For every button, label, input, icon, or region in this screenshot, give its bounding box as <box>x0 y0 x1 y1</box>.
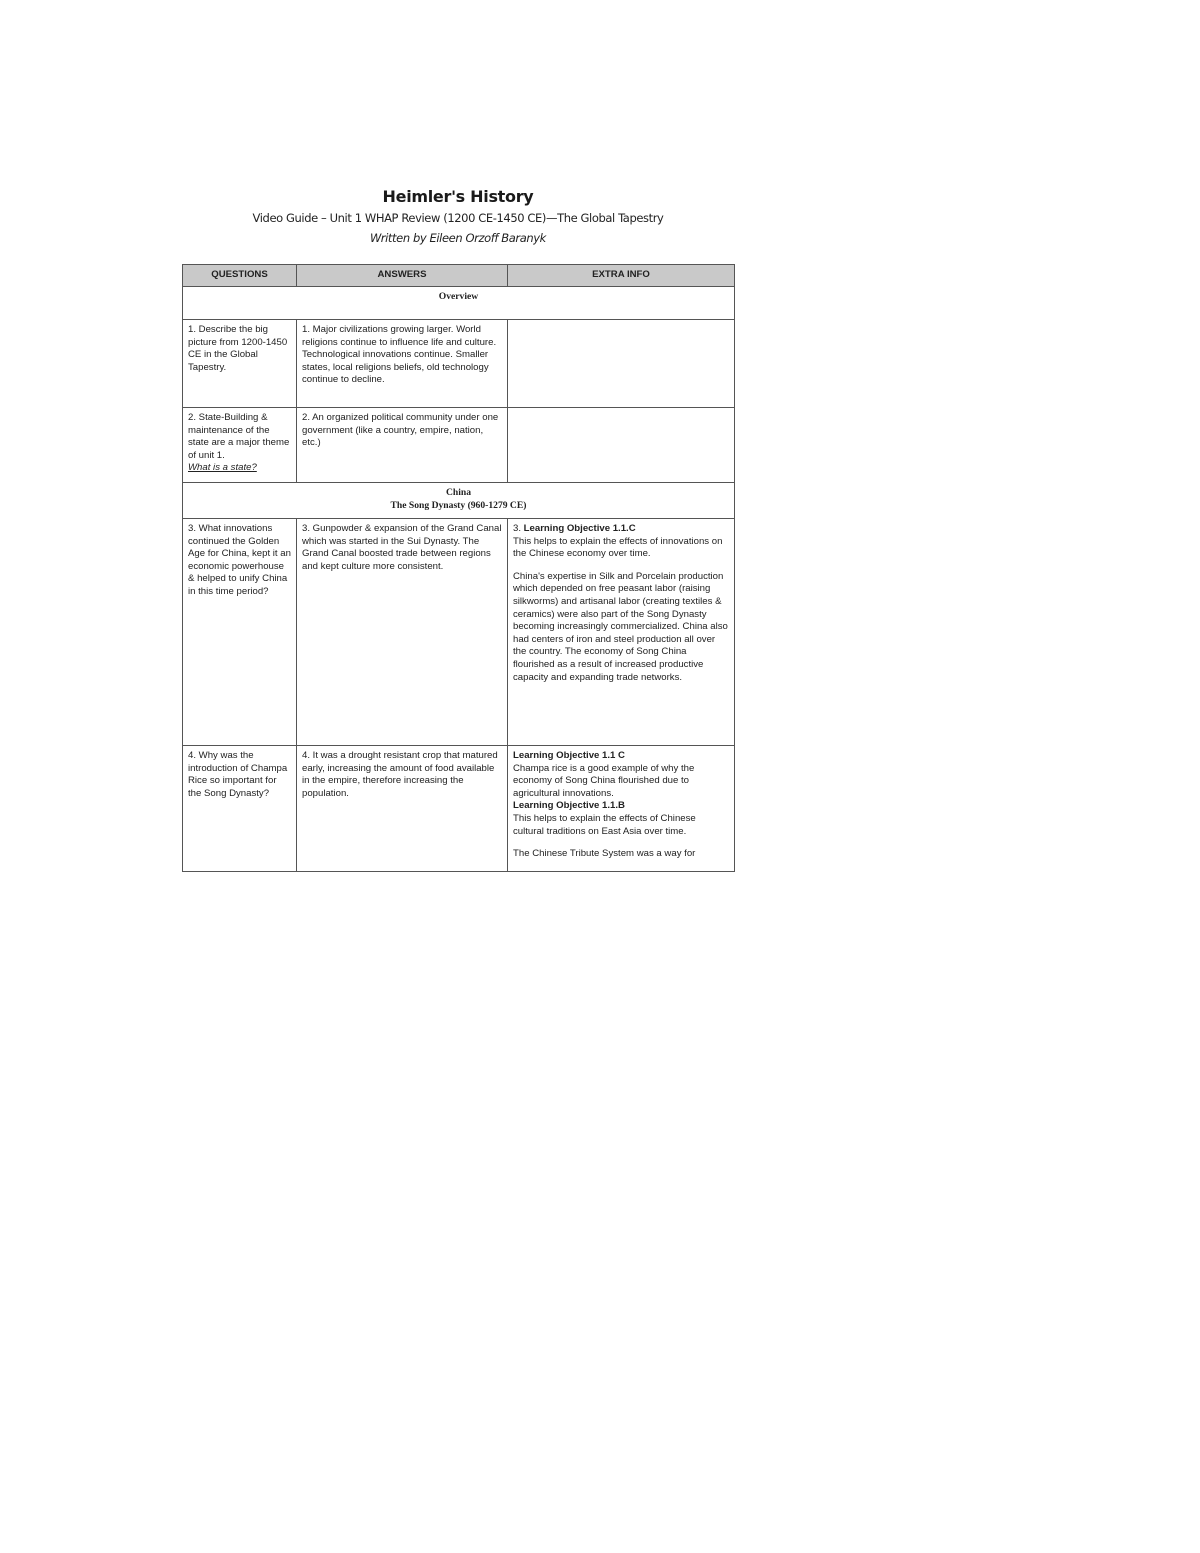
table-row <box>183 519 735 746</box>
question-emphasis: What is a state? <box>188 462 257 474</box>
extra-info-cell <box>508 408 735 483</box>
column-header-answers: ANSWERS <box>297 265 508 287</box>
document-title: Heimler's History <box>382 187 534 206</box>
table-row <box>183 746 735 872</box>
table-header-row <box>183 265 735 287</box>
question-cell: 4. Why was the introduction of Champa Rice so important for the Song Dynasty? <box>183 746 297 872</box>
answer-cell: 3. Gunpowder & expansion of the Grand Canal which was started in the Sui Dynasty. The Grand Canal boosted trade between regions and kept culture more consistent. <box>297 519 508 746</box>
answer-cell: 4. It was a drought resistant crop that matured early, increasing the amount of food available in the empire, therefore increasing the population. <box>297 746 508 872</box>
answer-cell: 2. An organized political community under one government (like a country, empire, nation, etc.) <box>297 408 508 483</box>
section-row-overview <box>183 287 735 320</box>
section-title-line1: China <box>445 487 472 498</box>
extra-number: 3. <box>513 523 524 534</box>
section-title-line2: The Song Dynasty (960-1279 CE) <box>390 499 527 511</box>
learning-objective-label: Learning Objective 1.1.B <box>513 800 625 812</box>
extra-paragraph: China's expertise in Silk and Porcelain production which depended on free peasant labor (raising silkworms) and artisanal labor (creating textiles & ceramics) were also part of the Song Dynasty becoming increasingly commercialized. China also had centers of iron and steel production all over the country. The economy of Song China flourished as a result of increased productive capacity and expanding trade networks. <box>513 570 728 683</box>
learning-objective-label: Learning Objective 1.1.C <box>523 523 636 534</box>
answer-cell: 1. Major civilizations growing larger. World religions continue to influence life and culture. Technological innovations continue. Smaller states, local religions beliefs, old technology continue to decline. <box>297 320 508 408</box>
extra-info-cell <box>508 519 735 746</box>
extra-info-cell <box>508 320 735 408</box>
question-text: 2. State-Building & maintenance of the state are a major theme of unit 1. <box>188 412 290 461</box>
learning-objective-label: Learning Objective 1.1 C <box>513 750 625 761</box>
column-header-extra-info: EXTRA INFO <box>508 265 735 287</box>
extra-text: The Chinese Tribute System was a way for <box>513 848 696 860</box>
question-cell: 3. What innovations continued the Golden Age for China, kept it an economic powerhouse & helped to unify China in this time period? <box>183 519 297 746</box>
extra-text: Champa rice is a good example of why the economy of Song China flourished due to agricultural innovations. <box>513 762 695 799</box>
extra-text: This helps to explain the effects of Chinese cultural traditions on East Asia over time. <box>513 812 696 837</box>
extra-info-cell <box>508 746 735 872</box>
extra-text: This helps to explain the effects of innovations on the Chinese economy over time. <box>513 535 723 560</box>
document-subtitle: Video Guide – Unit 1 WHAP Review (1200 CE-1450 CE)—The Global Tapestry <box>252 211 664 225</box>
question-cell: 1. Describe the big picture from 1200-1450 CE in the Global Tapestry. <box>183 320 297 408</box>
section-row-china <box>183 483 735 519</box>
question-cell <box>183 408 297 483</box>
document-author: Written by Eileen Orzoff Baranyk <box>370 231 546 245</box>
video-guide-table <box>182 264 735 872</box>
section-title-overview: Overview <box>183 287 735 320</box>
column-header-questions: QUESTIONS <box>183 265 297 287</box>
table-row <box>183 408 735 483</box>
section-title-china <box>183 483 735 519</box>
table-row <box>183 320 735 408</box>
document-header <box>182 186 734 248</box>
